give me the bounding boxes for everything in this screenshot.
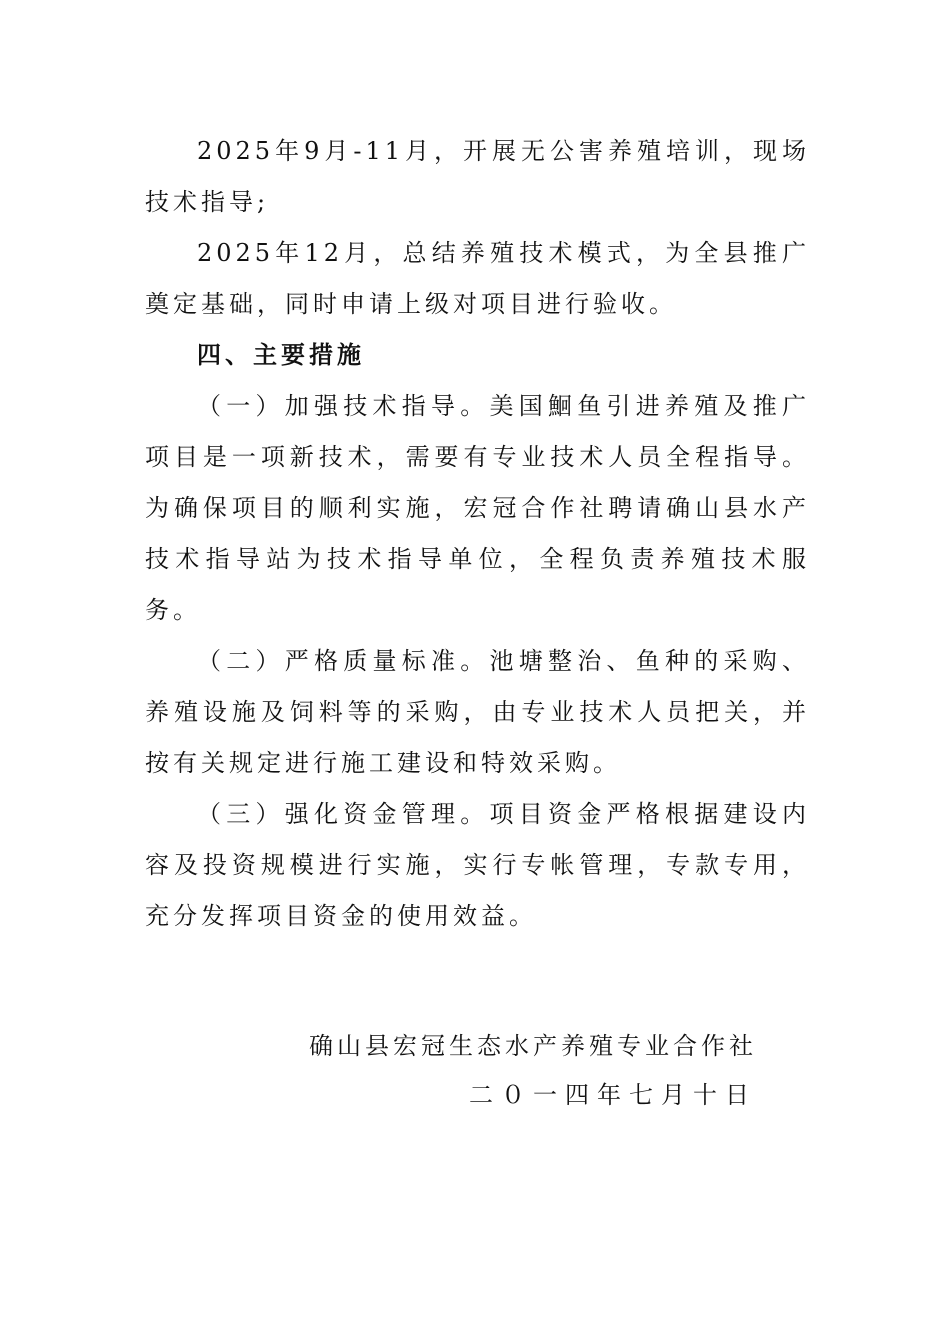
signature-organization: 确山县宏冠生态水产养殖专业合作社	[309, 1032, 757, 1060]
measure-fund-management: （三）强化资金管理。项目资金严格根据建设内容及投资规模进行实施，实行专帐管理，专款专用，充分发挥项目资金的使用效益。	[145, 800, 810, 930]
schedule-paragraph-sep-nov: 2025年9月-11月，开展无公害养殖培训，现场技术指导;	[145, 137, 810, 216]
section-heading-measures: 四、主要措施	[197, 341, 365, 369]
document-body	[145, 126, 810, 942]
signature-date: 二０一四年七月十日	[469, 1081, 757, 1109]
measure-quality-standards: （二）严格质量标准。池塘整治、鱼种的采购、养殖设施及饲料等的采购，由专业技术人员把关，并按有关规定进行施工建设和特效采购。	[145, 647, 810, 777]
measure-technical-guidance: （一）加强技术指导。美国鮰鱼引进养殖及推广项目是一项新技术，需要有专业技术人员全程指导。为确保项目的顺利实施，宏冠合作社聘请确山县水产技术指导站为技术指导单位，全程负责养殖技术服务。	[145, 392, 810, 624]
schedule-paragraph-dec: 2025年12月，总结养殖技术模式，为全县推广奠定基础，同时申请上级对项目进行验收。	[145, 239, 810, 318]
